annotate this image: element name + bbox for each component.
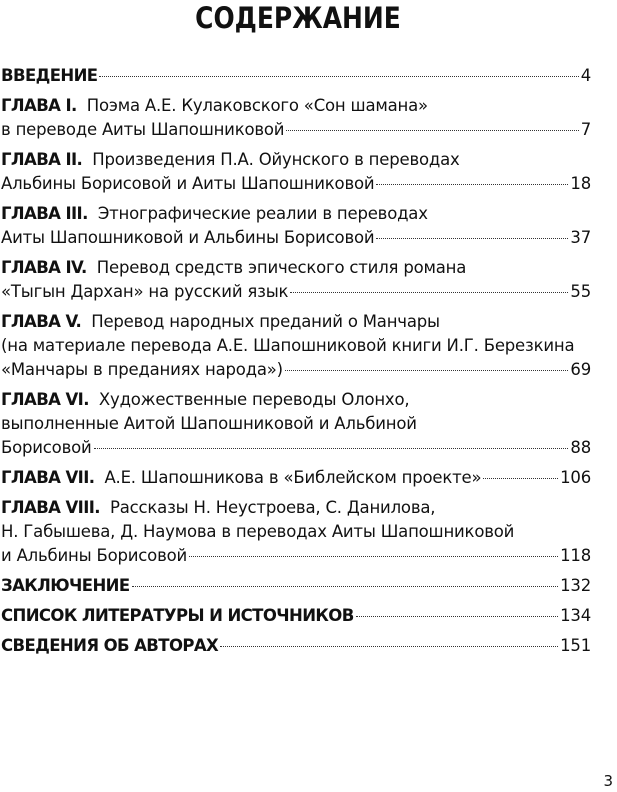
- toc-title-line: Произведения П.А. Ойунского в переводах: [92, 150, 460, 169]
- toc-heading: ЗАКЛЮЧЕНИЕ: [1, 576, 130, 595]
- toc-page-number: 134: [560, 606, 591, 625]
- dot-leader: [356, 616, 558, 617]
- toc-page-number: 4: [580, 66, 591, 85]
- toc-title-line: Рассказы Н. Неустроева, С. Данилова,: [109, 498, 436, 517]
- toc-page-number: 18: [570, 174, 591, 193]
- toc-heading: ГЛАВА II.: [1, 150, 83, 169]
- toc-heading: ГЛАВА III.: [1, 204, 88, 223]
- toc-entry-chapter-2[interactable]: [1, 148, 591, 196]
- page-number: 3: [603, 772, 613, 790]
- toc-title-line: Н. Габышева, Д. Наумова в переводах Аиты Шапошниковой: [1, 522, 515, 541]
- dot-leader: [286, 130, 578, 131]
- toc-entry-references[interactable]: [1, 604, 591, 628]
- dot-leader: [220, 646, 558, 647]
- table-of-contents: [1, 64, 591, 664]
- dot-leader: [376, 184, 568, 185]
- toc-heading: ГЛАВА VII.: [1, 468, 95, 487]
- toc-entry-conclusion[interactable]: [1, 574, 591, 598]
- toc-title-line: в переводе Аиты Шапошниковой: [1, 120, 285, 139]
- toc-heading: ГЛАВА V.: [1, 312, 82, 331]
- toc-heading: ВВЕДЕНИЕ: [1, 66, 98, 85]
- toc-page-number: 151: [560, 636, 591, 655]
- toc-page-number: 88: [570, 438, 591, 457]
- toc-title-line: Поэма А.Е. Кулаковского «Сон шамана»: [86, 96, 428, 115]
- dot-leader: [376, 238, 568, 239]
- toc-page-number: 69: [570, 360, 591, 379]
- toc-entry-chapter-4[interactable]: [1, 256, 591, 304]
- dot-leader: [290, 292, 568, 293]
- dot-leader: [285, 370, 568, 371]
- toc-entry-chapter-1[interactable]: [1, 94, 591, 142]
- toc-heading: ГЛАВА IV.: [1, 258, 87, 277]
- toc-title-line: Альбины Борисовой и Аиты Шапошниковой: [1, 174, 375, 193]
- toc-page-number: 118: [560, 546, 591, 565]
- toc-title-line: и Альбины Борисовой: [1, 546, 188, 565]
- dot-leader: [483, 478, 558, 479]
- toc-page-number: 55: [570, 282, 591, 301]
- toc-title-line: А.Е. Шапошникова в «Библейском проекте»: [104, 468, 482, 487]
- toc-title-line: (на материале перевода А.Е. Шапошниковой книги И.Г. Березкина: [1, 336, 575, 355]
- toc-page-number: 132: [560, 576, 591, 595]
- toc-title-line: Художественные переводы Олонхо,: [98, 390, 410, 409]
- dot-leader: [94, 448, 569, 449]
- toc-heading: ГЛАВА I.: [1, 96, 77, 115]
- toc-title-line: «Тыгын Дархан» на русский язык: [1, 282, 289, 301]
- dot-leader: [189, 556, 558, 557]
- toc-entry-chapter-5[interactable]: [1, 310, 591, 382]
- toc-entry-introduction[interactable]: [1, 64, 591, 88]
- toc-entry-chapter-3[interactable]: [1, 202, 591, 250]
- toc-page-number: 106: [560, 468, 591, 487]
- toc-entry-chapter-6[interactable]: [1, 388, 591, 460]
- dot-leader: [132, 586, 559, 587]
- toc-heading: ГЛАВА VIII.: [1, 498, 100, 517]
- toc-title-line: выполненные Аитой Шапошниковой и Альбиной: [1, 414, 417, 433]
- toc-entry-authors[interactable]: [1, 634, 591, 658]
- toc-entry-chapter-7[interactable]: [1, 466, 591, 490]
- toc-title-line: Аиты Шапошниковой и Альбины Борисовой: [1, 228, 375, 247]
- toc-heading: СВЕДЕНИЯ ОБ АВТОРАХ: [1, 636, 219, 655]
- toc-page-number: 7: [580, 120, 591, 139]
- toc-title-line: Перевод средств эпического стиля романа: [96, 258, 467, 277]
- toc-title-line: «Манчары в преданиях народа»): [1, 360, 283, 379]
- toc-heading: ГЛАВА VI.: [1, 390, 89, 409]
- toc-title-line: Борисовой: [1, 438, 92, 457]
- toc-title-line: Этнографические реалии в переводах: [97, 204, 428, 223]
- toc-title-line: Перевод народных преданий о Манчары: [91, 312, 440, 331]
- toc-entry-chapter-8[interactable]: [1, 496, 591, 568]
- dot-leader: [99, 76, 578, 77]
- toc-heading: СПИСОК ЛИТЕРАТУРЫ И ИСТОЧНИКОВ: [1, 606, 354, 625]
- toc-page-number: 37: [570, 228, 591, 247]
- page-title: СОДЕРЖАНИЕ: [195, 1, 401, 35]
